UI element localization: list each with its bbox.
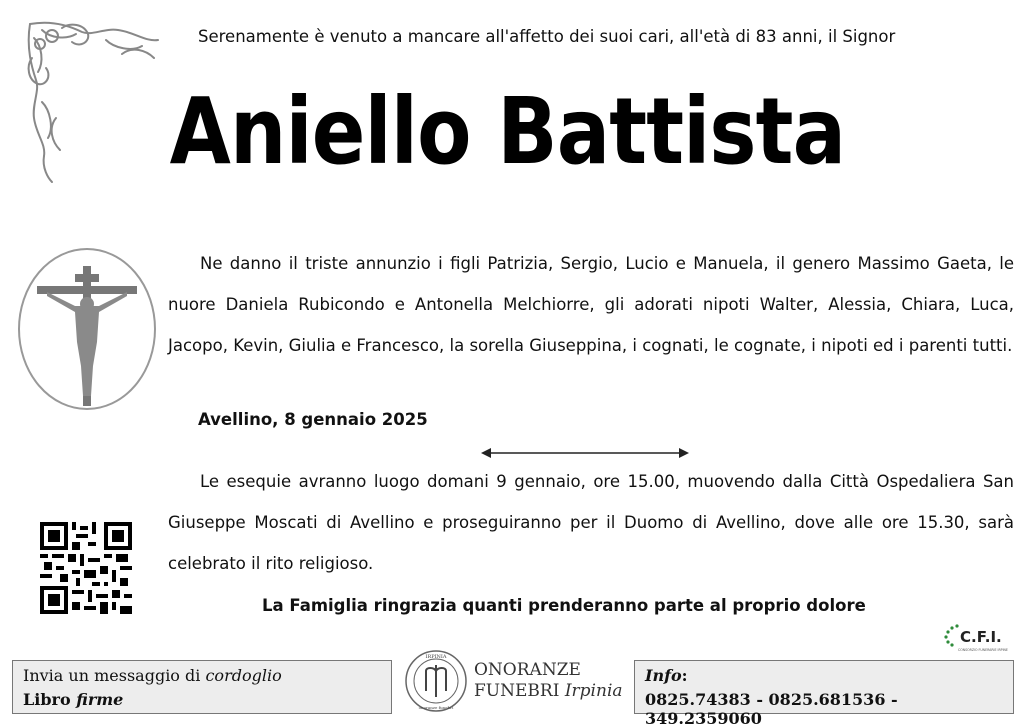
deceased-name: Aniello Battista [169, 78, 846, 185]
condolence-message-link[interactable]: Invia un messaggio di cordoglio [23, 666, 282, 685]
family-paragraph: Ne danno il triste annunzio i figli Patrizia, Sergio, Lucio e Manuela, il genero Massimo Gaeta, le nuore Daniela Rubicondo e Antonella Melchiorre, gli adorati nipoti Walter, Alessia, Chiara, Luca, Jacopo, Kevin, Giulia e Francesco, la sorella Giuseppina, i cognati, le cognate, i nipoti ed i parenti tutti. [168, 254, 1014, 355]
cfi-text: C.F.I. [960, 628, 1002, 646]
info-label: Info: [645, 666, 688, 685]
thanks-text: La Famiglia ringrazia quanti prenderanno parte al proprio dolore [262, 596, 866, 615]
funeral-paragraph: Le esequie avranno luogo domani 9 gennaio, ore 15.00, muovendo dalla Città Ospedaliera San Giuseppe Moscati di Avellino e proseguiranno per il Duomo di Avellino, dove alle ore 15.30, sarà celebrato il rito religioso. [168, 472, 1014, 573]
funeral-home-name: ONORANZE FUNEBRI Irpinia [474, 660, 623, 701]
crucifix-icon [17, 246, 157, 412]
funeral-home-logo-icon [404, 649, 468, 713]
double-arrow-icon [481, 446, 689, 460]
condolence-message-box[interactable] [12, 660, 392, 714]
guestbook-link[interactable]: Libro firme [23, 690, 124, 709]
info-box [634, 660, 1014, 728]
qr-code-icon[interactable] [40, 522, 132, 614]
logo-ring-top: IRPINIA [425, 654, 447, 660]
phone-numbers[interactable]: 0825.74383 - 0825.681536 - 349.2359060 [645, 690, 898, 728]
cfi-logo-icon [942, 620, 1016, 654]
place-date: Avellino, 8 gennaio 2025 [198, 410, 428, 429]
cfi-subtext: CONSORZIO FUNERARIE IRPINE [958, 648, 1008, 652]
logo-ring-bottom: onoranze funebri [418, 705, 454, 710]
intro-text: Serenamente è venuto a mancare all'affetto dei suoi cari, all'età di 83 anni, il Signor [198, 27, 896, 46]
